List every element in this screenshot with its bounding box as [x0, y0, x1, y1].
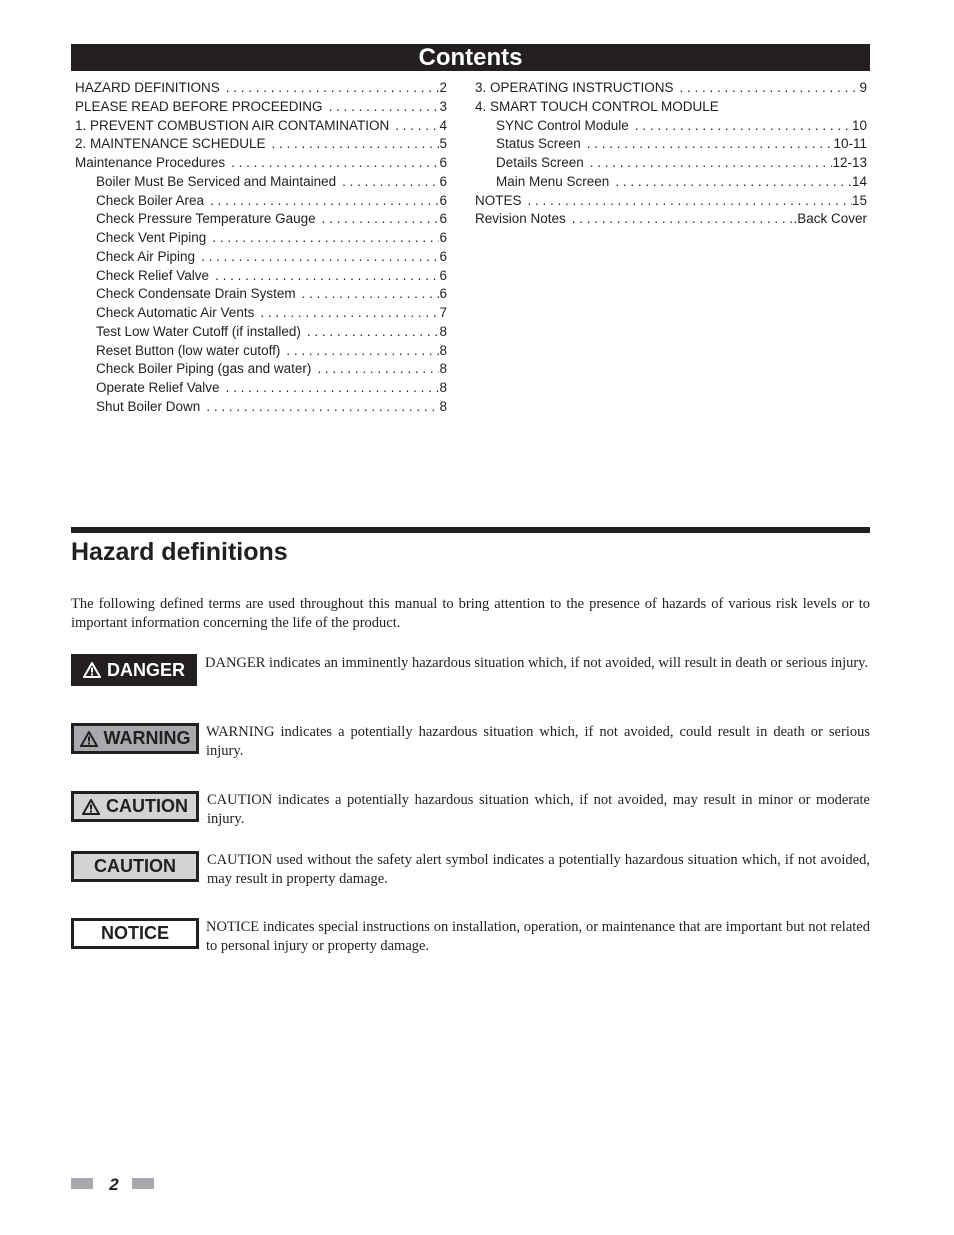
footer-bar-right — [132, 1178, 154, 1189]
toc-leader-dots — [674, 80, 860, 95]
toc-entry[interactable] — [475, 193, 867, 212]
toc-leader-dots — [566, 211, 794, 226]
intro-paragraph: The following defined terms are used throughout this manual to bring attention to the presence of hazards of various risk levels or to important information concerning the life of the product. — [71, 596, 870, 631]
toc-leader-dots — [301, 324, 440, 339]
toc-entry[interactable] — [475, 80, 867, 99]
toc-leader-dots — [266, 136, 440, 151]
toc-leader-dots — [629, 118, 852, 133]
toc-entry-page: 8 — [439, 398, 447, 414]
toc-leader-dots — [316, 211, 440, 226]
toc-entry[interactable] — [75, 343, 447, 362]
toc-entry-title: SYNC Control Module — [496, 117, 629, 133]
warning-badge — [71, 723, 199, 754]
toc-entry[interactable] — [75, 268, 447, 287]
alert-triangle-icon — [83, 662, 101, 678]
toc-leader-dots — [225, 155, 439, 170]
toc-entry-title: Revision Notes — [475, 211, 566, 227]
caution-description: CAUTION indicates a potentially hazardous situation which, if not avoided, may result in minor or moderate injury. — [207, 792, 870, 827]
toc-entry[interactable] — [75, 230, 447, 249]
caution-label: CAUTION — [106, 796, 188, 816]
toc-leader-dots — [254, 305, 439, 320]
toc-leader-dots — [206, 230, 439, 245]
page-number: 2 — [109, 1175, 119, 1194]
toc-leader-dots — [195, 249, 439, 264]
warning-description: WARNING indicates a potentially hazardous situation which, if not avoided, could result in death or serious injury. — [206, 724, 870, 759]
toc-entry-page: 8 — [439, 380, 447, 395]
toc-entry-page: 10-11 — [833, 136, 867, 152]
toc-entry-page: 4 — [439, 117, 447, 133]
section-rule — [71, 527, 870, 533]
toc-entry[interactable] — [75, 305, 447, 324]
toc-leader-dots — [336, 174, 439, 189]
contents-heading: Contents — [71, 44, 870, 71]
toc-entry-title: NOTES — [475, 192, 522, 208]
toc-entry-page: 6 — [439, 173, 447, 189]
toc-entry-title: 1. PREVENT COMBUSTION AIR CONTAMINATION — [75, 117, 390, 133]
toc-leader-dots — [209, 268, 439, 283]
notice-description: NOTICE indicates special instructions on installation, operation, or maintenance that are important but not related to personal injury or property damage. — [206, 919, 870, 954]
toc-leader-dots — [389, 118, 439, 133]
caution-property-description: CAUTION used without the safety alert symbol indicates a potentially hazardous situation which, if not avoided, may result in property damage. — [207, 852, 870, 887]
toc-entry[interactable] — [75, 118, 447, 137]
toc-entry[interactable] — [75, 99, 447, 118]
toc-entry[interactable] — [75, 324, 447, 343]
toc-entry-title: Check Boiler Area — [96, 192, 205, 208]
toc-entry-title: Operate Relief Valve — [96, 380, 220, 395]
toc-leader-dots — [200, 399, 439, 414]
toc-entry-page: 14 — [851, 173, 867, 189]
footer-bar-left — [71, 1178, 93, 1189]
danger-description: DANGER indicates an imminently hazardous situation which, if not avoided, will result in death or serious injury. — [205, 655, 869, 671]
warning-label: WARNING — [103, 728, 191, 748]
toc-entry[interactable] — [75, 155, 447, 174]
caution-property-label: CAUTION — [94, 856, 176, 876]
toc-right-column — [475, 80, 867, 230]
toc-leader-dots — [522, 193, 852, 208]
toc-entry-title: Check Condensate Drain System — [96, 286, 296, 302]
toc-entry[interactable] — [75, 286, 447, 305]
toc-entry-title: Main Menu Screen — [496, 173, 610, 189]
toc-leader-dots — [323, 99, 440, 114]
caution-property-badge — [71, 851, 199, 882]
toc-leader-dots — [311, 361, 439, 376]
toc-entry-page: 8 — [439, 361, 447, 377]
toc-entry-title: Maintenance Procedures — [75, 155, 226, 170]
toc-entry[interactable] — [75, 136, 447, 155]
toc-entry-title: 2. MAINTENANCE SCHEDULE — [75, 136, 266, 152]
toc-entry-title: Reset Button (low water cutoff) — [96, 342, 281, 358]
toc-entry-page: 9 — [859, 80, 867, 95]
toc-entry-page: 7 — [439, 305, 447, 320]
toc-entry-title: Test Low Water Cutoff (if installed) — [96, 323, 301, 339]
toc-entry[interactable] — [75, 174, 447, 193]
toc-entry-page: .Back Cover — [793, 211, 867, 227]
toc-entry[interactable] — [475, 99, 867, 118]
toc-entry-page: 15 — [851, 192, 867, 208]
toc-entry[interactable] — [475, 174, 867, 193]
danger-badge — [71, 654, 197, 686]
toc-leader-dots — [220, 380, 440, 395]
alert-triangle-icon — [80, 731, 98, 747]
toc-entry-title: Check Vent Piping — [96, 230, 207, 245]
toc-entry-page: 3 — [439, 98, 447, 114]
notice-label: NOTICE — [100, 923, 169, 943]
toc-entry-page: 8 — [439, 323, 447, 339]
toc-entry-title: 4. SMART TOUCH CONTROL MODULE — [475, 98, 719, 114]
toc-entry[interactable] — [75, 211, 447, 230]
toc-entry-page: 6 — [439, 248, 447, 264]
toc-entry-page: 12-13 — [832, 155, 867, 170]
toc-entry-page: 6 — [439, 267, 447, 283]
toc-entry-title: Check Relief Valve — [96, 267, 210, 283]
toc-entry-page: 10 — [851, 117, 867, 133]
toc-entry[interactable] — [475, 155, 867, 174]
toc-leader-dots — [609, 174, 852, 189]
toc-entry[interactable] — [75, 193, 447, 212]
toc-entry-page: 8 — [439, 342, 447, 358]
toc-leader-dots — [220, 80, 440, 95]
toc-left-column — [75, 80, 447, 418]
toc-entry-title: Boiler Must Be Serviced and Maintained — [96, 173, 337, 189]
toc-entry-title: 3. OPERATING INSTRUCTIONS — [475, 80, 674, 95]
toc-leader-dots — [204, 193, 439, 208]
toc-entry-title: Check Pressure Temperature Gauge — [96, 211, 316, 227]
toc-entry-title: Check Boiler Piping (gas and water) — [96, 361, 312, 377]
toc-entry[interactable] — [475, 211, 867, 230]
toc-leader-dots — [296, 286, 440, 301]
toc-entry[interactable] — [75, 249, 447, 268]
toc-entry-page: 5 — [439, 136, 447, 152]
toc-entry-page: 6 — [439, 192, 447, 208]
toc-entry-title: HAZARD DEFINITIONS — [75, 80, 220, 95]
caution-badge — [71, 791, 199, 822]
toc-entry-title: Check Automatic Air Vents — [96, 305, 255, 320]
toc-entry[interactable] — [75, 380, 447, 399]
toc-leader-dots — [581, 136, 834, 151]
toc-entry-page: 2 — [439, 80, 447, 95]
section-title: Hazard definitions — [71, 538, 288, 566]
alert-triangle-icon — [82, 799, 100, 815]
toc-entry[interactable] — [75, 361, 447, 380]
notice-badge — [71, 918, 199, 949]
toc-entry-page: 6 — [439, 211, 447, 227]
danger-label: DANGER — [106, 659, 185, 680]
toc-leader-dots — [280, 343, 439, 358]
toc-entry-title: Details Screen — [496, 155, 584, 170]
toc-entry-page: 6 — [439, 230, 447, 245]
toc-entry-title: Status Screen — [496, 136, 581, 152]
toc-entry-title: PLEASE READ BEFORE PROCEEDING — [75, 98, 323, 114]
toc-entry[interactable] — [475, 136, 867, 155]
toc-entry-title: Shut Boiler Down — [96, 398, 201, 414]
toc-entry-page: 6 — [439, 155, 447, 170]
toc-entry-title: Check Air Piping — [96, 248, 196, 264]
toc-entry[interactable] — [475, 118, 867, 137]
toc-leader-dots — [584, 155, 833, 170]
toc-entry-page: 6 — [439, 286, 447, 302]
toc-entry[interactable] — [75, 80, 447, 99]
toc-entry[interactable] — [75, 399, 447, 418]
